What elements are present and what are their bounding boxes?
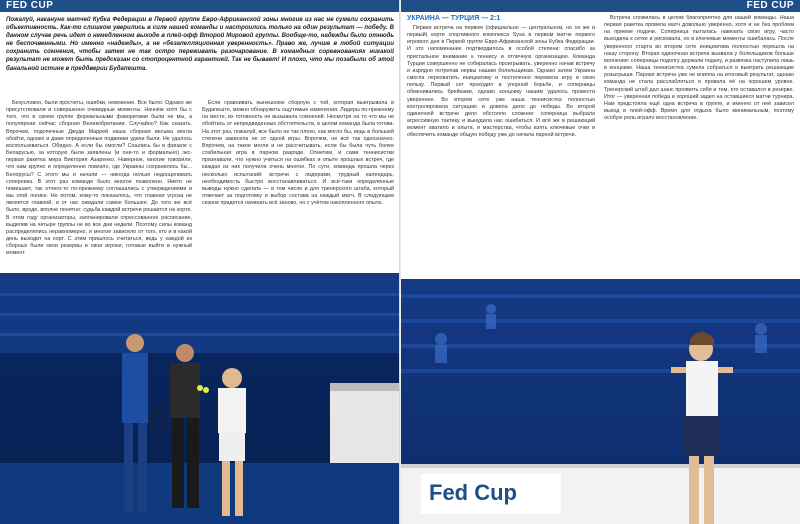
- match-heading: УКРАИНА — ТУРЦИЯ — 2:1: [407, 15, 501, 22]
- left-column-2: [202, 100, 394, 268]
- player-photo: [401, 279, 800, 524]
- team-photo: [0, 273, 399, 524]
- section-tag-left: FED CUP: [6, 0, 54, 11]
- right-column-2: [604, 15, 794, 275]
- right-column-2-text: Встреча сложилась в целом благоприятно для нашей команды. Наша первая ракетка провела матч довольно уверенно, хотя и не без проблем на приеме подачи. Соперница пыталась навязать свою игру, часто выходила к сетке и рисковала, но в ключевые моменты ошибалась. После уверенного старта во втором сете инициатива полностью перешла на нашу сторону. Вторая одиночная встреча вызвала у болельщиков больше волнения: соперницы подолгу держали подачу, и развязка наступила лишь в концовке. Наша теннисистка сумела собраться и выиграть решающие розыгрыши. Парная встреча уже не влияла на итоговый результат, однако команда не стала расслабляться и провела её на хорошем уровне. Тренерский штаб дал шанс проявить себя и тем, кто оставался в резерве. Итог — уверенная победа и хороший задел на оставшиеся матчи турнира. Нам предстояла ещё одна встреча в группе, и именно от неё зависел выход в плей-офф. Время для отдыха было минимальным, поэтому особую роль играло восстановление.: [604, 15, 794, 122]
- header-strip-right: [401, 0, 800, 12]
- section-tag-right: FED CUP: [746, 0, 794, 11]
- right-column-1: [407, 25, 595, 275]
- header-strip-left: [0, 0, 399, 12]
- left-column-1-text: Безусловно, были просчеты, ошибки, невезение. Все было: Однако же присутствовали и совершенно очевидные моменты. Начнём хотя бы с того, что в своем группе формальными фаворитами были не мы, а популярная сейчас сборная Великобритании. Случайно? Как сказать. Впрочем, подопечные Джуди Маррей наша сборная весьма могла обойти, однако и даже определенные подвижки удачи были. Не удалось воспользоваться. Обидно. А если бы смогли? Сошлись бы в финале с Беларусью, за которую были заявлены (и они-то и формально) экс-первая ракетка мира Виктория Азаренко. Наверное, многие говорили, что нам крупно и определенно повезло, где Украины сохранились бы... Белорусы? С этого мы и начали — никогда нельзя недооценивать соперника. В этот раз команде было многое позволено. Никто не помешает, так отчего-то по-прежнему соглашались с утверждениями и мы этой логике. Но потом, кому-то показалось, что главная угроза не является главной, и от нас ожидали самое большее. До того же всё было, вроде, вполне понятно: судьба каждой встречи решается на корте. В этом году организаторы, запланировали спрессованное расписание, выделив на четыре группы не во все дни недели. Поэтому силы команд распределялись неравномерно, и многое зависело от того, кто и в какой день выходит на корт. С этим пришлось считаться, ведь у каждой из сборных были свои резервы и свои игроки, готовые выйти в нужный момент.: [6, 100, 192, 257]
- right-column-1-text: Первая встреча на первом (официально — центральном, но он же и первый) корте спортивного комплекса Sysa в первом матче первого игрового дня в Первой группе Евро-Африканской зоны Кубка Федерации. И это напоминание подтвердилось в особой степени: спасибо за пристальное внимание к теннису и отличную организацию. Команда Турции совершенно не собиралась проигрывать, уверенно начав встречу и изрядно потрепав нервы нашим болельщикам. Однако затем Украина смогла перехватить инициативу и постепенно перевела игру в свою пользу. Первый сет проходил в упорной борьбе, и соперницы обменивались брейками, однако концовку нашим удалось провести увереннее. Во втором сете уже наша теннисистка полностью контролировала ситуацию и довела дело до победы. Во второй одиночной встрече дело обстояло сложнее: соперница выбрала агрессивную тактику и вынудила нас ошибаться. И всё же в решающий момент хватило и опыта, и мастерства, чтобы взять ключевые очки и обеспечить команде общую победу уже до начала парной встречи.: [407, 25, 595, 139]
- team-photo-image: [0, 273, 399, 524]
- left-column-2-text: Если сравнивать нынешнюю сборную с той, которая выигрывала в Будапеште, можно обнаружить ощутимые изменения. Лидеры по-прежнему на месте, их готовность не вызывала сомнений. Несмотря на то что мы не обойтись от непредвиденных обстоятельств, в целом команда была готова. На этот раз, пожалуй, все было не так плохо, как могло бы, ведь в большей степени зависела не от одной игры. Впрочем, не всё так однозначно. Впрочем, на такое могли и не рассчитывать, если бы была чуть более стабильная игра в парном разряде. Отметим, и сами теннисистки признавали, что нужно учиться на ошибках и опыте прошлых встреч, где каждая из них получила очень многое. По сути, команда прошла через несколько испытаний: встречи с лидерами, трудный календарь, необходимость быстро восстанавливаться. И всё-таки определенные выводы нужно сделать — в том числе и для тренерского штаба, который отвечает за подготовку и выбор состава на каждый матч. В следующем сезоне придется начинать всё заново, но с учётом накопленного опыта.: [202, 100, 394, 207]
- left-page: [0, 0, 399, 524]
- fedcup-wordmark: Fed Cup: [429, 480, 517, 505]
- lead-paragraph: Пожалуй, накануне матчей Кубка Федерации в Первой группе Евро-Африканской зоны многие из нас не сумели сохранить объективность. Как-то слишком уверились в силе нашей команды и настроились только на один результат — победу. В данном случае речь идет о немедленном выходе в плей-офф Второй Мировой группы. Вообще-то, надежды были отнюдь не беспочвенными. Но именно «надежды», а не «безапелляционная уверенность». Право же, лучше в любой ситуации сохранить сомнения, чтобы затем не так остро переживать разочарование. В командных соревнованиях никакой результат не может быть предсказан со стопроцентной гарантией. Так не бывает! И плохо, что мы позабыли об этой банальной истине в преддверии Будапешта.: [6, 16, 394, 72]
- left-column-1: [6, 100, 192, 268]
- right-page: [401, 0, 800, 524]
